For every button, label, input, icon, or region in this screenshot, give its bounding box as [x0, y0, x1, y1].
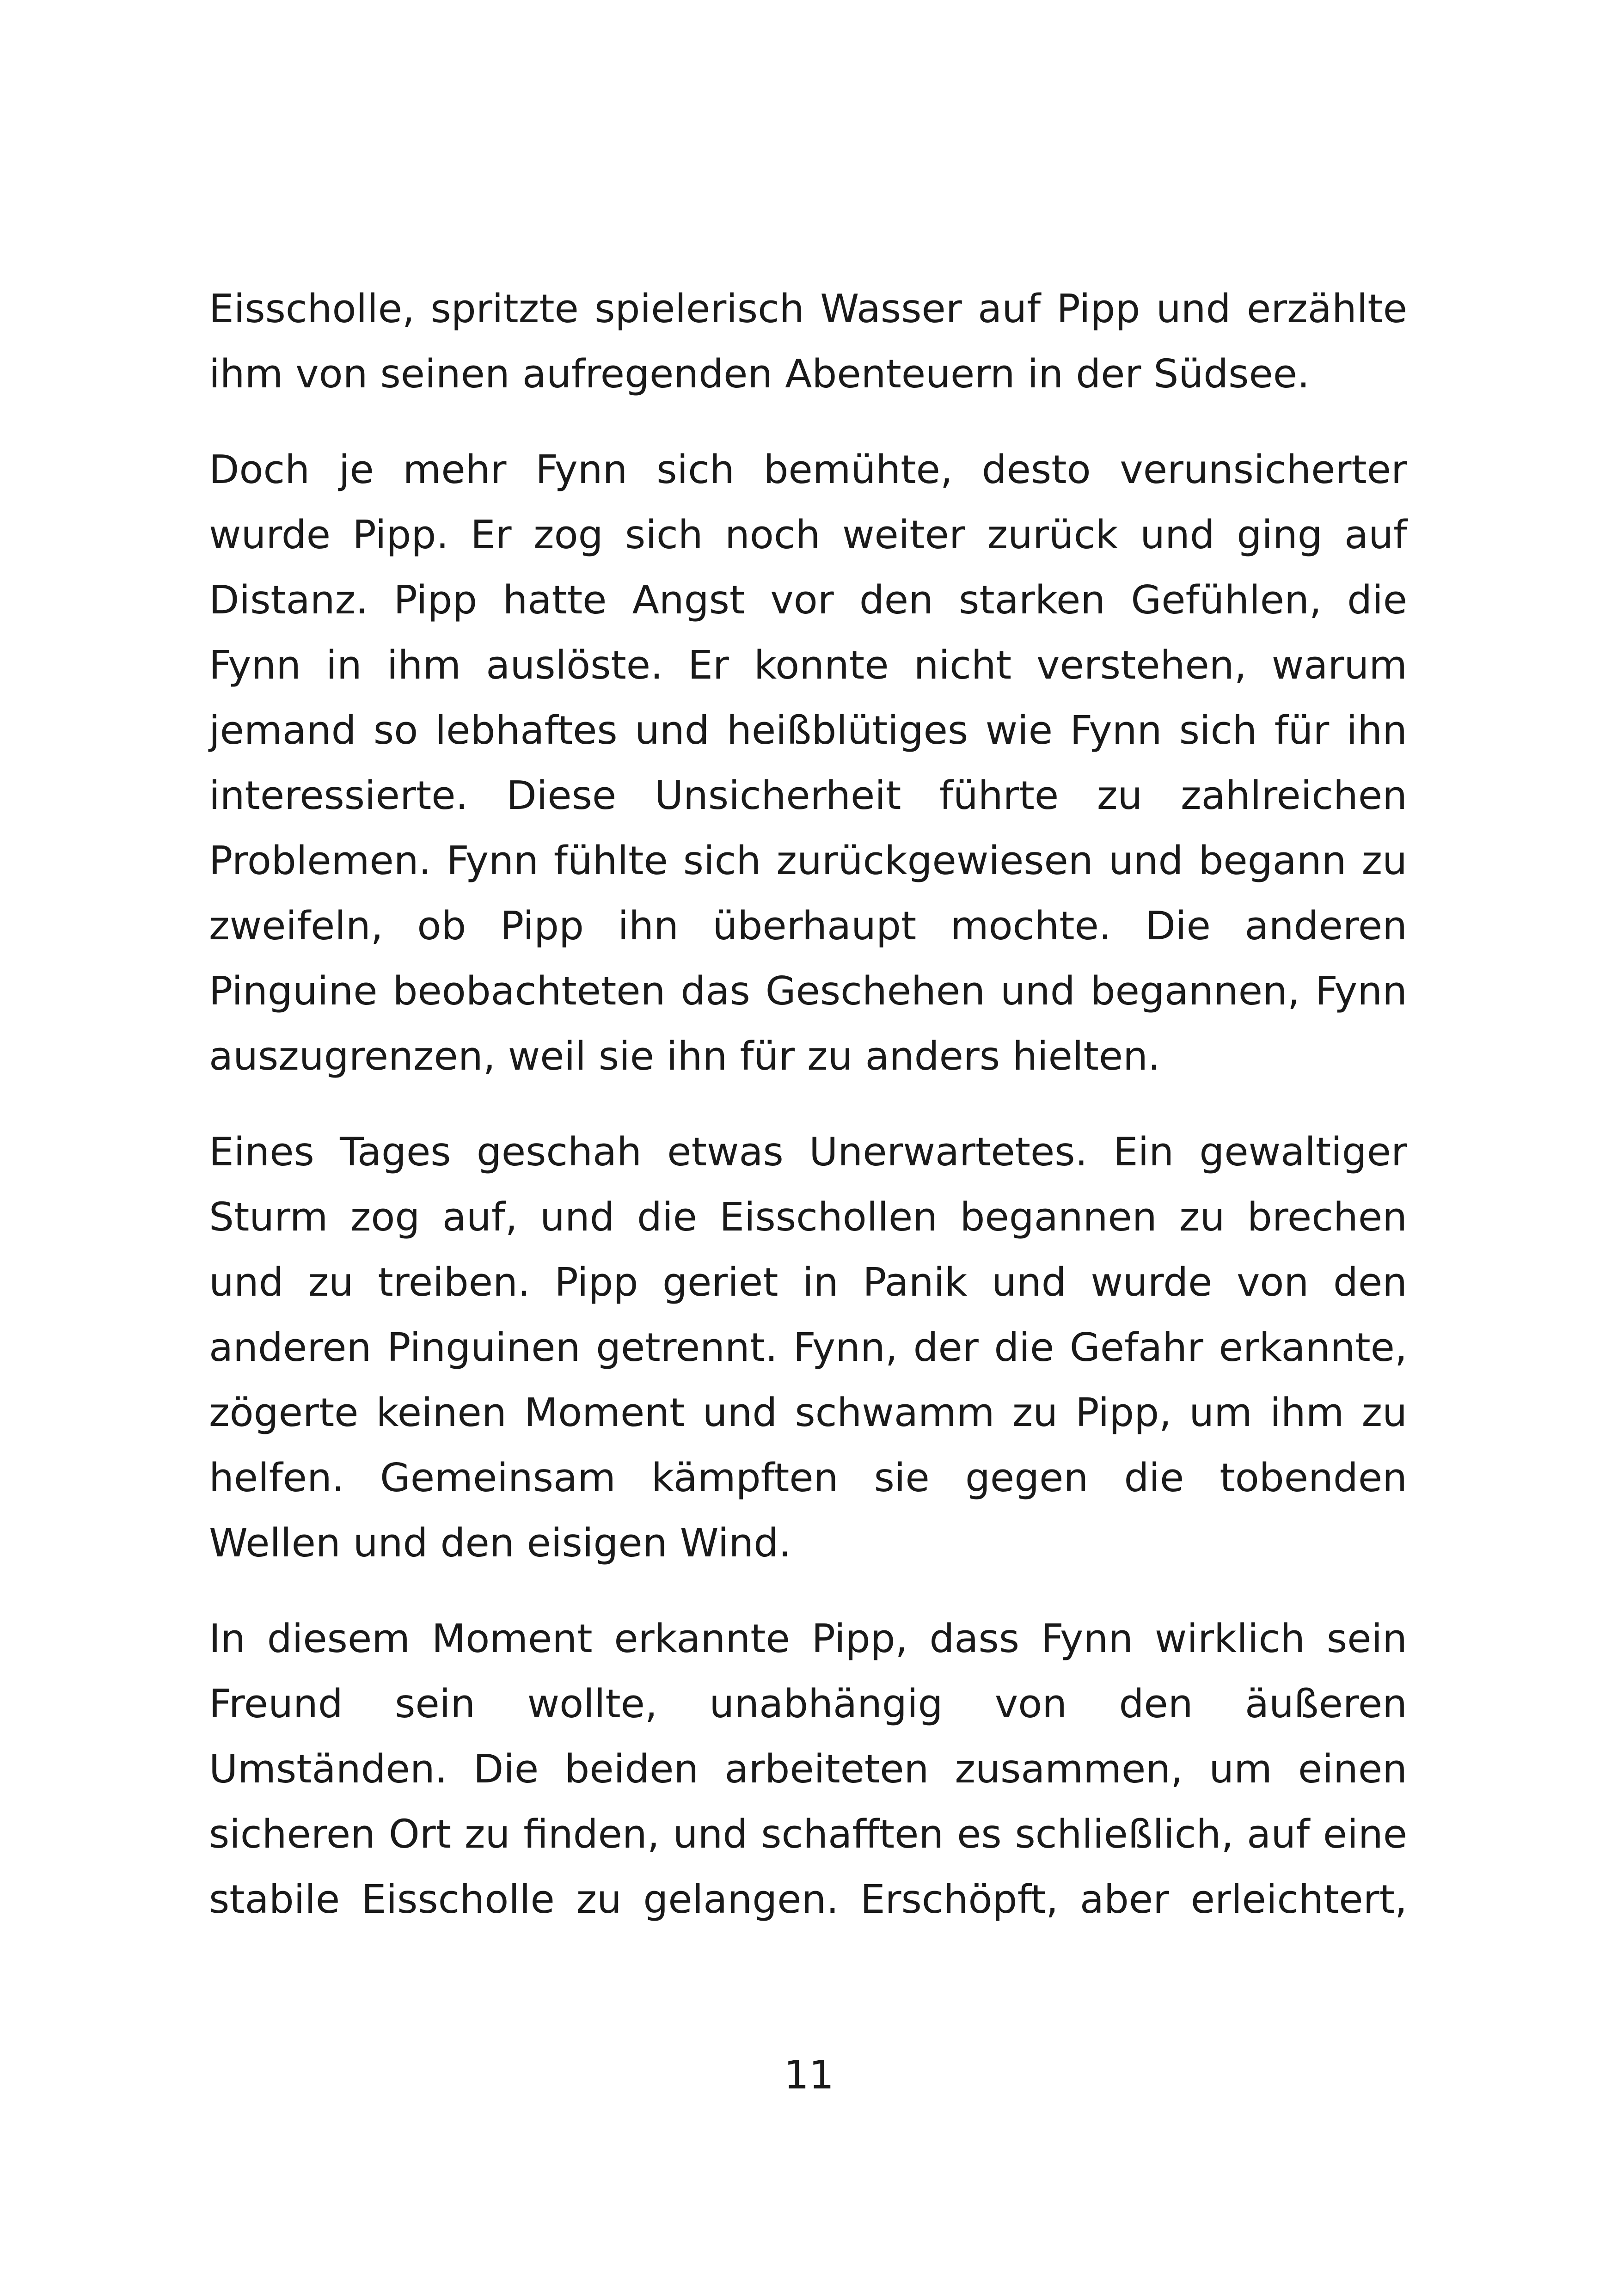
body-text: [209, 276, 1407, 1932]
paragraph-4: In diesem Moment erkannte Pipp, dass Fynn wirklich sein Freund sein wollte, unabhängig von den äußeren Umständen. Die beiden arbeiteten zusammen, um einen sicheren Ort zu finden, und schafften es schließlich, auf eine stabile Eisscholle zu gelangen. Erschöpft, aber erleichtert,: [209, 1616, 1407, 1923]
paragraph-3: Eines Tages geschah etwas Unerwartetes. Ein gewaltiger Sturm zog auf, und die Eisschollen begannen zu brechen und zu treiben. Pipp geriet in Panik und wurde von den anderen Pinguinen getrennt. Fynn, der die Gefahr erkannte, zögerte keinen Moment und schwamm zu Pipp, um ihm zu helfen. Gemeinsam kämpften sie gegen die tobenden Wellen und den eisigen Wind.: [209, 1129, 1407, 1566]
page-number: 11: [784, 2052, 834, 2098]
paragraph-1: Eisscholle, spritzte spielerisch Wasser auf Pipp und erzählte ihm von seinen aufregenden Abenteuern in der Südsee.: [209, 286, 1407, 397]
paragraph-2: Doch je mehr Fynn sich bemühte, desto verunsicherter wurde Pipp. Er zog sich noch weiter zurück und ging auf Distanz. Pipp hatte Angst vor den starken Gefühlen, die Fynn in ihm auslöste. Er konnte nicht verstehen, warum jemand so lebhaftes und heißblütiges wie Fynn sich für ihn interessierte. Diese Unsicherheit führte zu zahlreichen Problemen. Fynn fühlte sich zurückgewiesen und begann zu zweifeln, ob Pipp ihn überhaupt mochte. Die anderen Pinguine beobachteten das Geschehen und begannen, Fynn auszugrenzen, weil sie ihn für zu anders hielten.: [209, 447, 1407, 1079]
